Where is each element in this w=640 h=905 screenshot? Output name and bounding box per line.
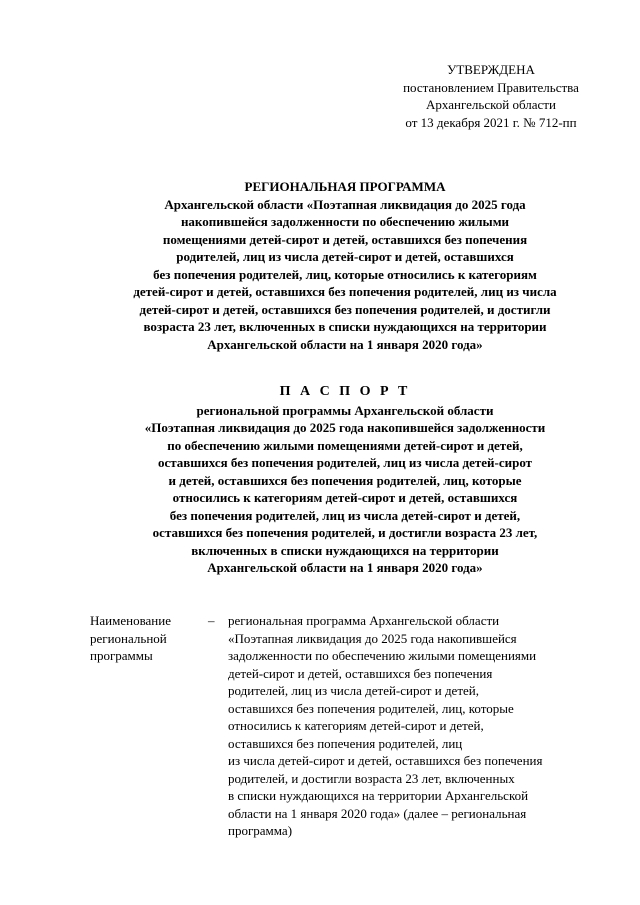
field-value-line: родителей, лиц из числа детей-сирот и детей, xyxy=(228,683,479,698)
approval-line: Архангельской области xyxy=(426,97,556,112)
field-value-line: детей-сирот и детей, оставшихся без попечения xyxy=(228,665,493,681)
field-value-line: оставшихся без попечения родителей, лиц, которые xyxy=(228,700,514,716)
passport-line: по обеспечению жилыми помещениями детей-сирот и детей, xyxy=(167,437,523,453)
passport-line: оставшихся без попечения родителей, и достигли возраста 23 лет, xyxy=(152,525,538,540)
passport-block xyxy=(60,383,630,577)
field-dash: – xyxy=(208,613,215,628)
passport-line: включенных в списки нуждающихся на территории xyxy=(191,542,499,558)
passport-line: относились к категориям детей-сирот и детей, оставшихся xyxy=(172,490,518,505)
field-value-line: из числа детей-сирот и детей, оставшихся без попечения xyxy=(228,753,543,768)
approval-line: от 13 декабря 2021 г. № 712-пп xyxy=(405,114,577,130)
field-value-line: задолженности по обеспечению жилыми помещениями xyxy=(228,648,537,663)
program-line: детей-сирот и детей, оставшихся без попечения родителей, и достигли xyxy=(139,301,551,317)
field-value-line: «Поэтапная ликвидация до 2025 года накопившейся xyxy=(228,630,517,646)
field-value-line: относились к категориям детей-сирот и детей, xyxy=(228,718,484,733)
field-value-line: региональная программа Архангельской области xyxy=(228,613,500,628)
passport-line: и детей, оставшихся без попечения родителей, лиц, которые xyxy=(168,472,522,488)
program-line: Архангельской области «Поэтапная ликвидация до 2025 года xyxy=(164,196,526,212)
program-line: Архангельской области на 1 января 2020 года» xyxy=(207,336,483,352)
program-line: возраста 23 лет, включенных в списки нуждающихся на территории xyxy=(143,319,547,334)
approval-line: постановлением Правительства xyxy=(403,79,579,95)
program-title-block xyxy=(60,178,630,353)
field-value-line: в списки нуждающихся на территории Архангельской xyxy=(228,788,529,803)
program-line: без попечения родителей, лиц, которые относились к категориям xyxy=(153,266,537,282)
field-label xyxy=(90,612,200,665)
passport-line: региональной программы Архангельской области xyxy=(196,402,494,418)
passport-line: Архангельской области на 1 января 2020 года» xyxy=(207,560,483,575)
field-label-line: Наименование xyxy=(90,613,171,628)
field-value xyxy=(228,612,608,840)
program-line: детей-сирот и детей, оставшихся без попечения родителей, лиц из числа xyxy=(133,284,557,299)
approval-block xyxy=(380,61,602,131)
field-value-line: области на 1 января 2020 года» (далее – региональная xyxy=(228,805,527,821)
field-value-line: программа) xyxy=(228,823,293,838)
program-line: помещениями детей-сирот и детей, оставшихся без попечения xyxy=(162,231,528,247)
field-label-line: программы xyxy=(90,648,153,663)
field-value-line: оставшихся без попечения родителей, лиц xyxy=(228,735,463,751)
approval-line: УТВЕРЖДЕНА xyxy=(447,62,535,77)
program-line: накопившейся задолженности по обеспечению жилыми xyxy=(180,214,510,229)
passport-line: без попечения родителей, лиц из числа детей-сирот и детей, xyxy=(169,507,521,523)
passport-title: П А С П О Р Т xyxy=(279,384,411,399)
program-line: родителей, лиц из числа детей-сирот и детей, оставшихся xyxy=(176,249,514,264)
field-value-line: родителей, и достигли возраста 23 лет, включенных xyxy=(228,770,515,786)
field-label-line: региональной xyxy=(90,630,167,646)
passport-line: «Поэтапная ликвидация до 2025 года накопившейся задолженности xyxy=(144,420,546,435)
passport-line: оставшихся без попечения родителей, лиц из числа детей-сирот xyxy=(157,455,533,470)
program-heading: РЕГИОНАЛЬНАЯ ПРОГРАММА xyxy=(244,179,446,194)
